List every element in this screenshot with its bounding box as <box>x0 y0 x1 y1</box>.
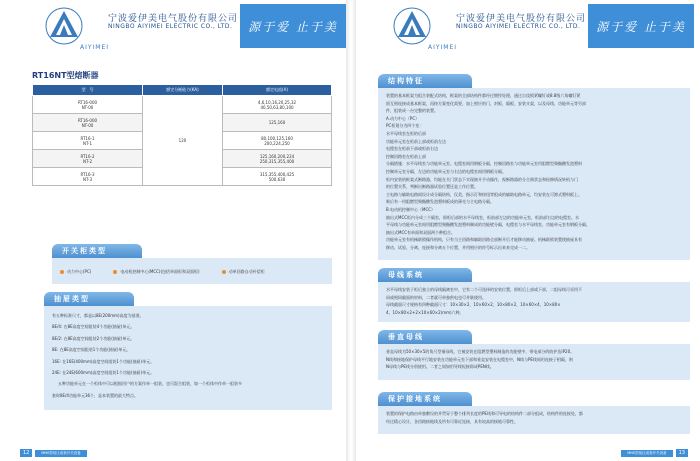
feature-line: 功能单元室有机械联锁操作机构，只有当主回路和辅助回路全部断开后才能移动抽屉。机械联锁装置使抽屉具有 <box>386 237 582 243</box>
feature-line: 抽出式MCC柜内分成三个隔室，即柜后部的水平母线室，柜前部左边的功能单元室，柜前部右边的电缆室。水 <box>386 214 580 220</box>
protection-line: 经过精心设计，各回路接地线及所有可靠近连接，具有较高的接地可靠性。 <box>386 418 518 424</box>
drawer-line: 套时8E/4功能单元36个，是本装置的最大特点。 <box>52 392 139 398</box>
drawer-line: 16E: 在16E(400mm)高度空间组装1个功能(抽屉)单元。 <box>52 358 155 364</box>
cell-model: RT16-3 NT-3 <box>33 168 143 186</box>
protection-box <box>378 406 690 434</box>
col-model: 型 号 <box>33 85 143 96</box>
left-footer <box>20 449 87 457</box>
cell-current: 125,160 <box>223 114 332 132</box>
feature-line: 控制回路室在柜前上部 <box>386 153 426 159</box>
drawer-types-box <box>44 306 332 410</box>
vertical-bus-line: 垂直母线为50×30×5的角尺型铜母线，它被安装在阻燃型塑料制造的功能壁中，带电部分的防护达IP20。 <box>386 349 575 354</box>
feature-line: 水平母线室在柜的后部 <box>386 130 426 136</box>
drawer-line: 有五种标准尺寸，都是以8E(200mm)高度为基准。 <box>52 313 144 318</box>
slogan: 源于爱 止于美 <box>248 19 338 34</box>
feature-line: 抽出式MCC有单面和双面两个种组合。 <box>386 229 456 235</box>
busbar-line: 同或相同截面的材料，二者就可单独供电也可并联使用。 <box>386 294 486 300</box>
feature-line: 吸后有一用阻燃型聚酯酸发泡塑料板成的薄壳与主电路分隔。 <box>386 199 494 205</box>
cell-current: 125,160,200,224 250,315,355,400 <box>223 150 332 168</box>
cell-model: RT16-1 NT-1 <box>33 132 143 150</box>
feature-line: 移动、试验、分离、连接和分离五个位置，并用相应的符号标示出来来完成一二。 <box>386 244 530 250</box>
feature-line: 功能单元室在柜前上部或柜前左边 <box>386 138 446 144</box>
feature-line: 控制单元室分隔，左边的功能单元室与右边的电缆室间用钢板分隔。 <box>386 168 506 174</box>
spec-table <box>32 84 332 186</box>
page-number: 12 <box>20 449 32 457</box>
cabinet-type-item: 电动机控制中心(MCC)(包括单面柜和双面柜) <box>113 268 199 276</box>
col-breaking: 额定分断能力(KA) <box>143 85 223 96</box>
feature-line: 柜内安装的框架式断路器，均能在关门状态下实现抽开手动操作，视断路器的分合闸状态和检修情况转机与门 <box>386 176 578 182</box>
cell-breaking: 120 <box>143 96 223 186</box>
right-footer <box>621 449 688 457</box>
busbar-box <box>378 282 690 322</box>
cell-model: RT16-000 NT-00 <box>33 114 143 132</box>
cell-current: 4,6,10,16,20,25,32 40,50,63,80,100 <box>223 96 332 114</box>
cell-model: RT16-000 NT-00 <box>33 96 143 114</box>
drawer-line: 8E: 在8E高度空间组装1个功能(抽屉)单元。 <box>52 347 131 353</box>
feature-line: 装置的基本框架为组合装配式结构，框架的全部结构件都经过镀锌处理，通过自攻锁紧螺钉或8.8级六角螺钉紧 <box>386 93 581 98</box>
vertical-bus-box <box>378 344 690 380</box>
slogan-box <box>588 4 694 48</box>
page-number: 13 <box>676 449 688 457</box>
table-row <box>33 96 332 114</box>
aiyimei-logo-icon <box>42 7 86 47</box>
cabinet-type-item: 动单回路自动补偿柜 <box>222 268 265 276</box>
footer-tag: MNS型低压成套开关设备 <box>621 450 672 457</box>
footer-tag: MNS型低压成套开关设备 <box>35 450 86 457</box>
vertical-bus-line: N线和接地保护母线平行地安装在功能单元室下部和垂直安装在电缆室中，N线与PE线间用连接子相隔，则 <box>386 356 573 362</box>
feature-line: PC柜划分为四个室： <box>386 123 424 129</box>
drawer-line: 8E/4: 在8E高度空间组装4个功能(抽屉)单元。 <box>52 324 135 330</box>
cabinet-type-item: 动力中心(PC) <box>60 268 91 276</box>
feature-line: 固互相连接成基本框架，再按方案变化需要，加上相应的门、封板、隔板、安装支架，以及母线、功能单元等另部 <box>386 100 586 106</box>
busbar-line: 水平母线安装于柜后独立的母线隔离室中，它有二个可选择的安装位置，即柜后上部或下部，二组母线可采用不 <box>386 287 582 292</box>
page-header <box>8 0 348 58</box>
drawer-line: 五种功能单元在一个柜体中可以根据用户的方案作单一组装，也可混合组装，如一个柜体中作单一组装多 <box>58 381 242 387</box>
feature-line: 的位置关系，判断出断路器试验位置还是工作位置。 <box>386 184 478 190</box>
vertical-bus-heading: 垂直母线 <box>378 330 472 344</box>
feature-line: 电缆室在柜前下部或柜前右边 <box>386 146 438 152</box>
company-name-cn: 宁波爱伊美电气股份有限公司 <box>456 14 587 24</box>
cell-current: 315,355,400,425 500,630 <box>223 168 332 186</box>
busbar-line: 4，10×80×2+2×10×60×2(mm)六种。 <box>386 309 464 315</box>
product-title: RT16NT型熔断器 <box>32 71 99 80</box>
feature-line: 件，组装成一台完整的装置。 <box>386 108 438 114</box>
company-name-cn: 宁波爱伊美电气股份有限公司 <box>108 14 239 24</box>
cell-current: 80,100,125,160 200,224,250 <box>223 132 332 150</box>
drawer-line: 8E/2: 在8E高度空间组装2个功能(抽屉)单元。 <box>52 335 135 341</box>
features-box <box>378 88 690 260</box>
book-gutter <box>346 0 356 461</box>
slogan-box <box>240 4 346 48</box>
cabinet-types-heading: 开关柜类型 <box>52 244 142 258</box>
company-name-en: NINGBO AIYIMEI ELECTRIC CO., LTD. <box>108 23 233 30</box>
table-header-row <box>33 85 332 96</box>
bullet-icon <box>60 270 64 274</box>
aiyimei-logo-icon <box>390 7 434 47</box>
feature-line: 平母线与功能单元室间用阻燃型聚酯酸发泡塑料制成的功能壁分隔，电缆室与水平母线室、功能单元室有钢板分隔。 <box>386 222 590 228</box>
busbar-line: 母线截面尺寸规格有四种截面尺寸：10×30×2，10×60×2，10×80×2，10×60×4，10×80× <box>386 302 561 308</box>
cell-model: RT16-2 NT-2 <box>33 150 143 168</box>
brand-name: AIYIMEI <box>80 44 110 51</box>
protection-heading: 保护接地系统 <box>378 392 472 406</box>
bullet-icon <box>113 270 117 274</box>
busbar-heading: 母线系统 <box>378 268 472 282</box>
protection-line: 装置的保护电路由单独敷设的并贯穿于整个排列长度的PE线和可导电的结构件二部分组成，结构件的连接处，都 <box>386 411 583 416</box>
feature-line: 分隔措施：水平母线室与功能单元室、电缆室间用钢板分隔，控制回路室与功能单元室用阻燃型聚酯酸发泡塑料 <box>386 161 582 167</box>
features-heading: 结构特征 <box>378 74 472 88</box>
bullet-icon <box>222 270 226 274</box>
feature-line: B.电动机控制中心（MCC） <box>386 206 436 212</box>
right-page <box>356 0 696 461</box>
cabinet-types-box <box>52 258 332 284</box>
brand-name: AIYIMEI <box>428 44 458 51</box>
company-name-en: NINGBO AIYIMEI ELECTRIC CO., LTD. <box>456 23 581 30</box>
drawer-line: 24E: 在24E(600mm)高度空间组装1个功能(抽屉)单元。 <box>52 370 155 376</box>
left-page <box>8 0 348 461</box>
col-current: 额定电流(A) <box>223 85 332 96</box>
vertical-bus-line: N母线与PE线分别使用。二者之间如用导线短接即成PEN线。 <box>386 364 494 370</box>
page-header <box>356 0 696 58</box>
slogan: 源于爱 止于美 <box>596 19 686 34</box>
feature-line: 主电路与辅助电路间设计成分隔结构，仅美，指示灯和按钮等组成的辅助电路单元，均安装在可卸式塑料板上。 <box>386 191 582 197</box>
drawer-types-heading: 抽屉类型 <box>44 292 134 306</box>
feature-line: A.动力中心（PC） <box>386 115 420 121</box>
